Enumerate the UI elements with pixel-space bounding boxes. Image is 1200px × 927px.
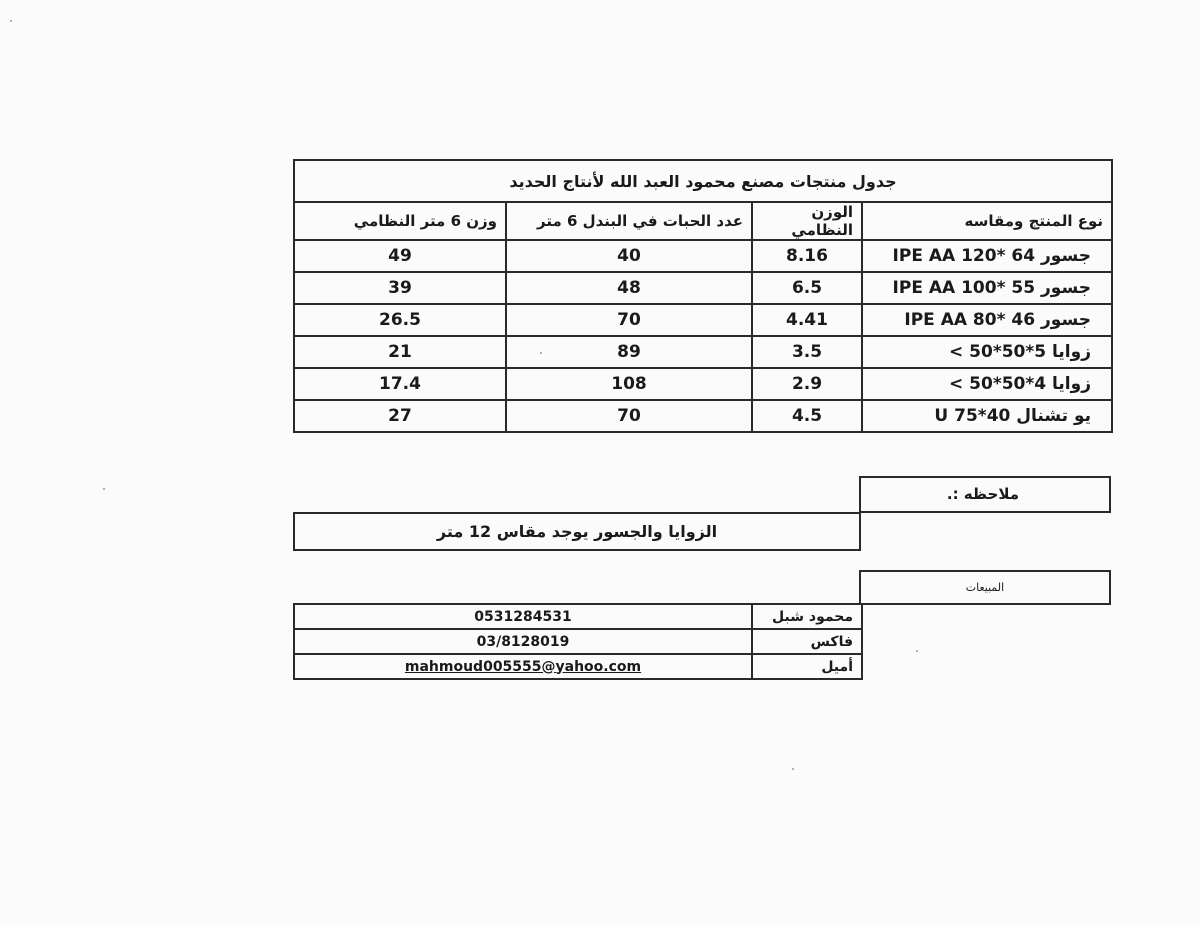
email-link[interactable]: mahmoud005555@yahoo.com <box>404 658 642 675</box>
weight-cell: 6.5 <box>752 272 862 304</box>
product-cell: زوايا 4*50*50 > <box>862 368 1112 400</box>
weight-cell: 3.5 <box>752 336 862 368</box>
scan-speck <box>10 20 12 22</box>
count-cell: 40 <box>506 240 752 272</box>
table-title-row <box>294 160 1112 202</box>
weight-cell: 4.5 <box>752 400 862 432</box>
table-row <box>294 304 1112 336</box>
weight-6m-cell: 49 <box>294 240 506 272</box>
count-cell: 108 <box>506 368 752 400</box>
products-table <box>293 159 1113 433</box>
header-product: نوع المنتج ومقاسه <box>862 202 1112 240</box>
count-cell: 48 <box>506 272 752 304</box>
phone-number: 0531284531 <box>294 604 752 629</box>
table-row <box>294 368 1112 400</box>
contact-table <box>293 603 863 680</box>
product-cell: زوايا 5*50*50 > <box>862 336 1112 368</box>
sales-label: المبيعات <box>859 570 1111 605</box>
weight-6m-cell: 39 <box>294 272 506 304</box>
contact-name-label: محمود شبل <box>752 604 862 629</box>
note-label-box <box>859 476 1111 513</box>
header-count: عدد الحبات في البندل 6 متر <box>506 202 752 240</box>
email-label: أميل <box>752 654 862 679</box>
table-row <box>294 400 1112 432</box>
count-cell: 70 <box>506 400 752 432</box>
count-cell: 89 <box>506 336 752 368</box>
weight-cell: 8.16 <box>752 240 862 272</box>
table-row <box>294 240 1112 272</box>
weight-cell: 2.9 <box>752 368 862 400</box>
table-title: جدول منتجات مصنع محمود العبد الله لأنتاج الحديد <box>294 160 1112 202</box>
email-cell <box>294 654 752 679</box>
table-row <box>294 272 1112 304</box>
scan-speck <box>792 768 794 770</box>
fax-label: فاكس <box>752 629 862 654</box>
weight-6m-cell: 26.5 <box>294 304 506 336</box>
header-weight: الوزن النظامي <box>752 202 862 240</box>
weight-cell: 4.41 <box>752 304 862 336</box>
weight-6m-cell: 21 <box>294 336 506 368</box>
table-row <box>294 336 1112 368</box>
product-cell: يو تشنال 40*U 75 <box>862 400 1112 432</box>
scan-speck <box>916 650 918 652</box>
count-cell: 70 <box>506 304 752 336</box>
fax-number: 03/8128019 <box>294 629 752 654</box>
table-header-row <box>294 202 1112 240</box>
product-cell: جسور 64 *IPE AA 120 <box>862 240 1112 272</box>
product-cell: جسور 46 *IPE AA 80 <box>862 304 1112 336</box>
product-cell: جسور 55 *IPE AA 100 <box>862 272 1112 304</box>
contact-row-phone <box>294 604 862 629</box>
scan-speck <box>103 488 105 490</box>
note-label: ملاحظه :. <box>946 485 1019 503</box>
contact-row-email <box>294 654 862 679</box>
header-weight-6m: وزن 6 متر النظامي <box>294 202 506 240</box>
weight-6m-cell: 27 <box>294 400 506 432</box>
weight-6m-cell: 17.4 <box>294 368 506 400</box>
note-text: الزوايا والجسور يوجد مقاس 12 متر <box>293 512 861 551</box>
contact-row-fax <box>294 629 862 654</box>
